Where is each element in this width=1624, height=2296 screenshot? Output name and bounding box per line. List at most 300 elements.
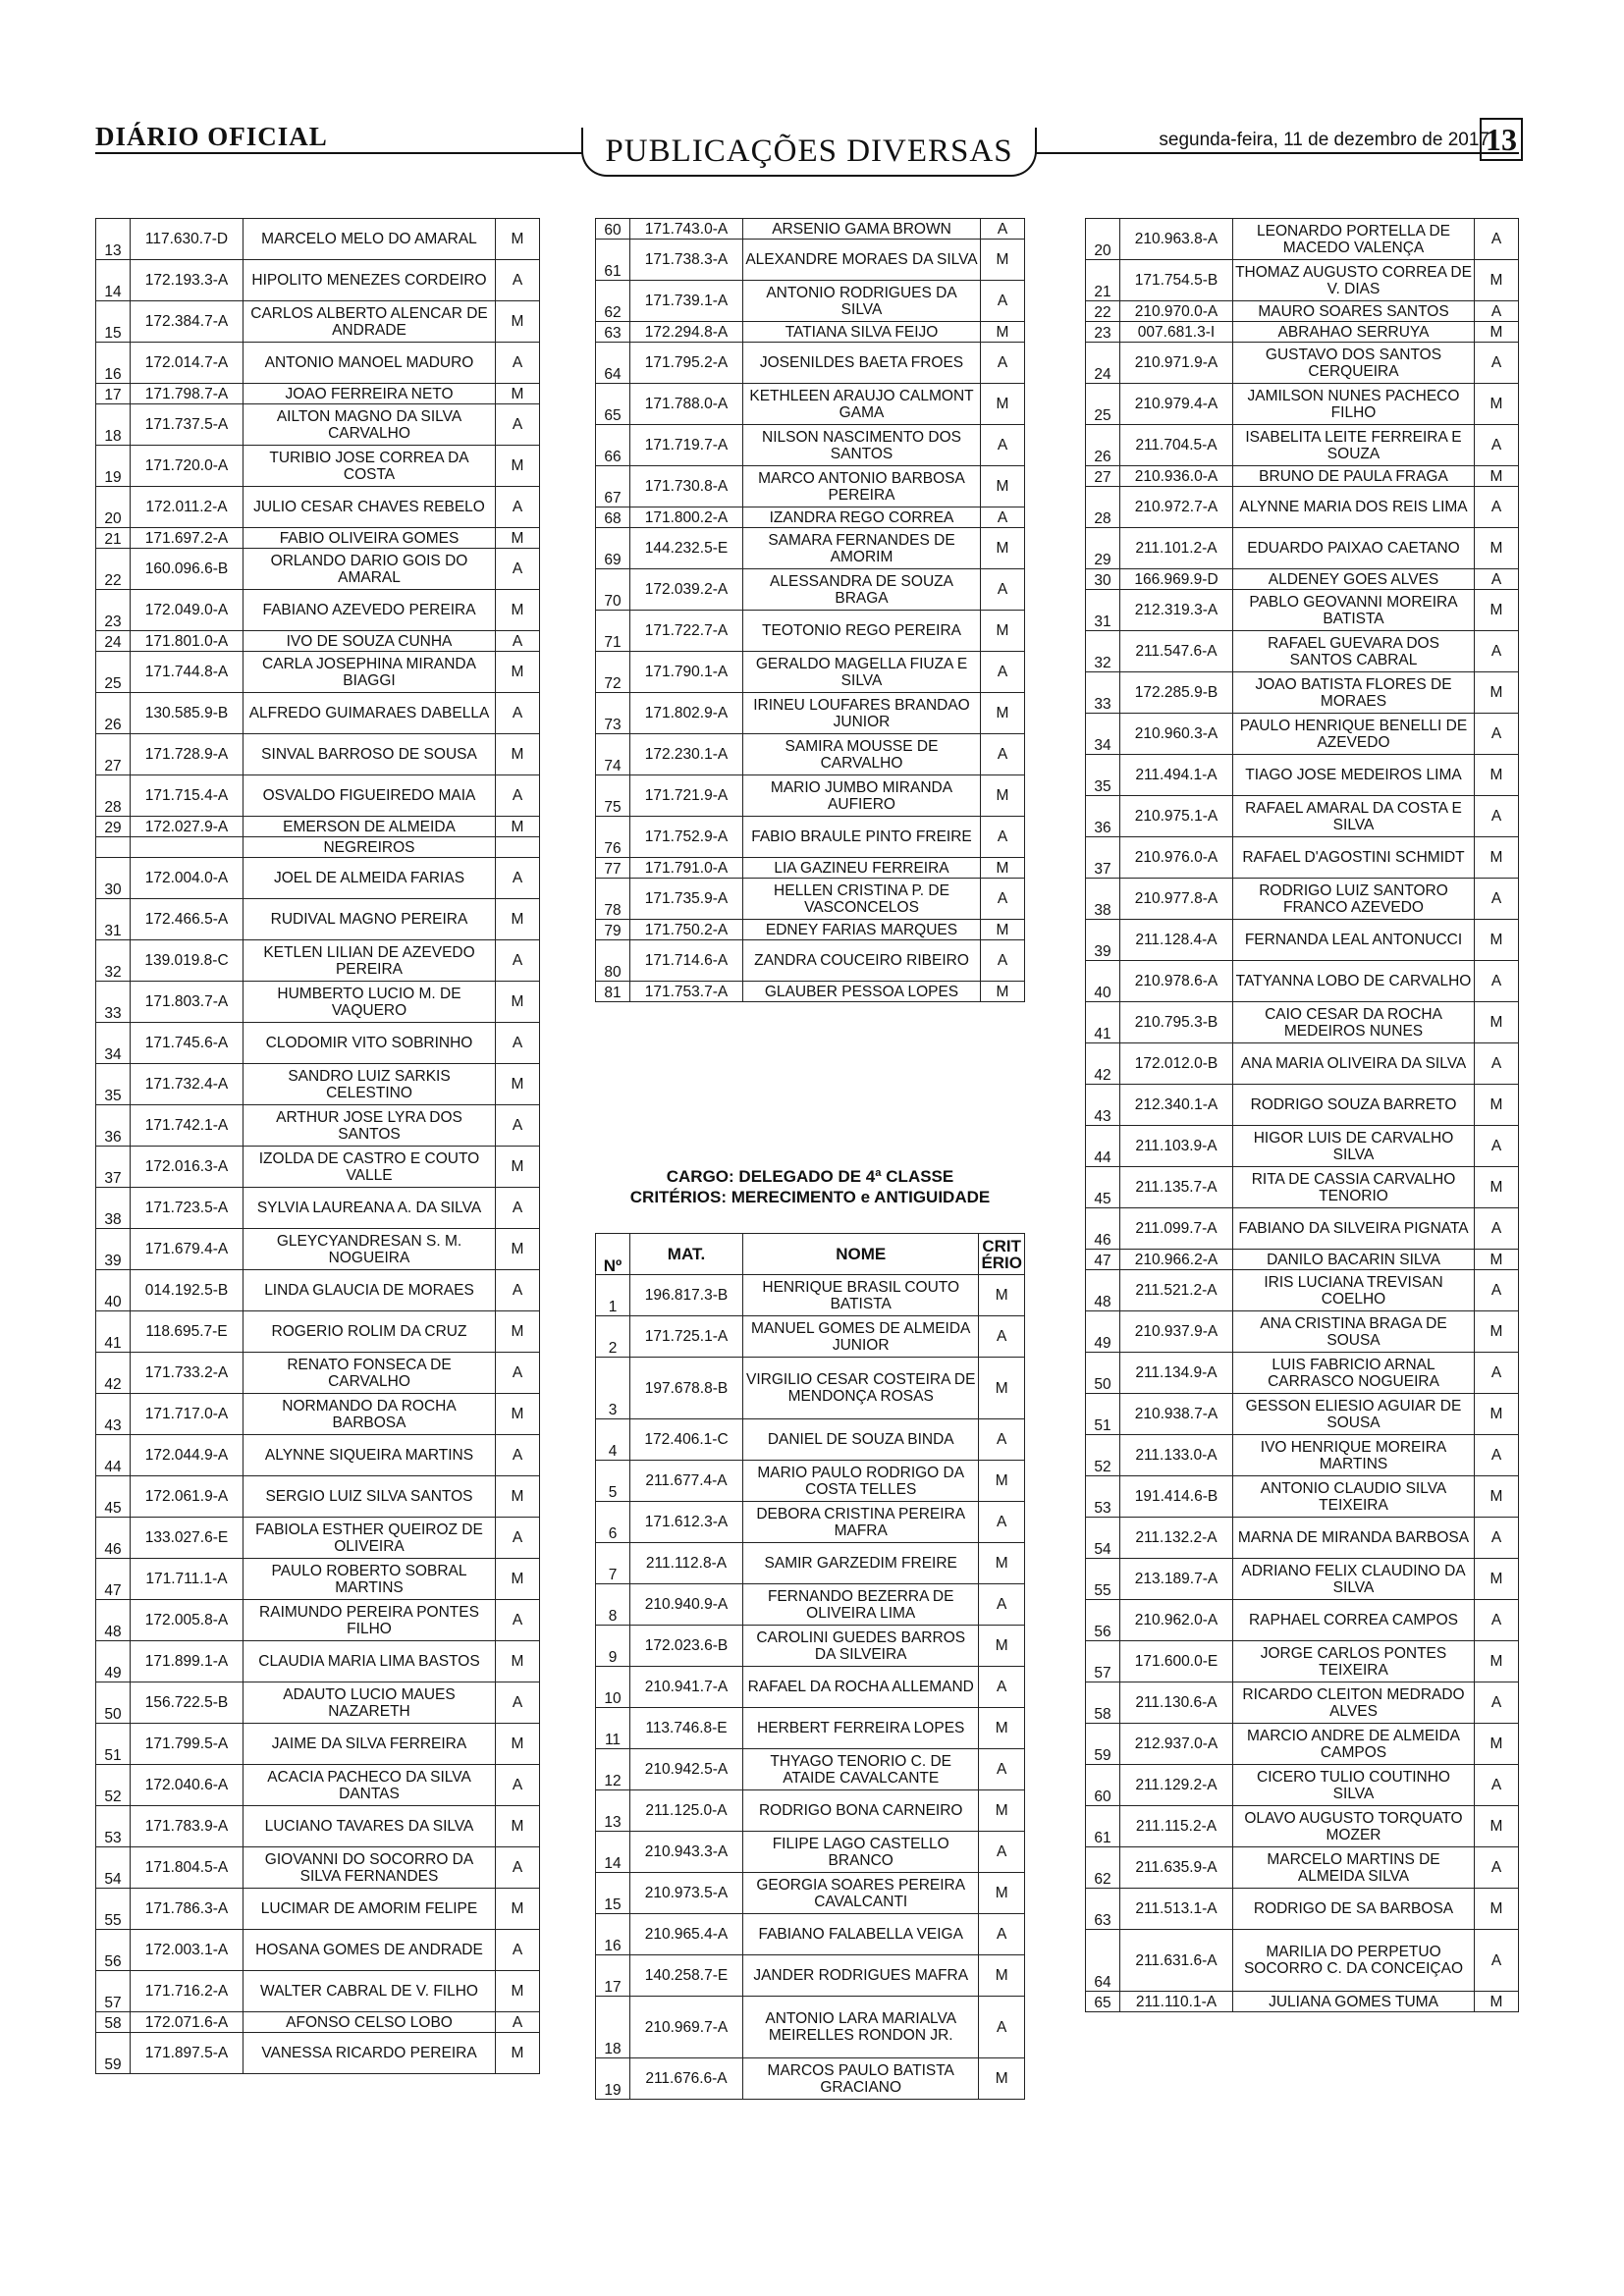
row-number: 21 — [96, 528, 131, 549]
row-number: 24 — [96, 631, 131, 652]
row-mat: 171.720.0-A — [131, 446, 244, 487]
table-row — [1086, 425, 1519, 466]
row-name: FABIANO FALABELLA VEIGA — [743, 1914, 979, 1955]
row-name: ALDENEY GOES ALVES — [1233, 569, 1475, 590]
row-criteria: M — [496, 899, 540, 940]
row-number: 57 — [1086, 1641, 1120, 1682]
row-number: 81 — [596, 982, 630, 1002]
row-mat: 211.513.1-A — [1120, 1889, 1233, 1930]
row-number: 53 — [1086, 1476, 1120, 1518]
row-mat: 211.635.9-A — [1120, 1847, 1233, 1889]
row-name: SINVAL BARROSO DE SOUSA — [244, 734, 496, 775]
row-name: NORMANDO DA ROCHA BARBOSA — [244, 1394, 496, 1435]
row-mat: 211.128.4-A — [1120, 920, 1233, 961]
table-row — [96, 590, 540, 631]
row-mat: 171.795.2-A — [630, 343, 743, 384]
row-mat: 166.969.9-D — [1120, 569, 1233, 590]
row-criteria: A — [496, 2012, 540, 2033]
table-row — [596, 1358, 1025, 1419]
row-name: DANILO BACARIN SILVA — [1233, 1250, 1475, 1270]
table-row — [596, 1708, 1025, 1749]
row-number: 67 — [596, 466, 630, 507]
row-number: 79 — [596, 920, 630, 940]
row-number: 14 — [596, 1832, 630, 1873]
table-row — [1086, 714, 1519, 755]
row-mat: 172.466.5-A — [131, 899, 244, 940]
row-criteria: A — [496, 858, 540, 899]
row-criteria: A — [1475, 1208, 1519, 1250]
table-row — [96, 899, 540, 940]
row-name: RAPHAEL CORREA CAMPOS — [1233, 1600, 1475, 1641]
row-name: ACACIA PACHECO DA SILVA DANTAS — [244, 1765, 496, 1806]
row-criteria: A — [496, 1188, 540, 1229]
delegado-table — [595, 1233, 1025, 2100]
row-mat: 140.258.7-E — [630, 1955, 743, 1997]
section-title: PUBLICAÇÕES DIVERSAS — [581, 128, 1037, 177]
row-criteria: A — [979, 1584, 1025, 1626]
row-mat: 213.189.7-A — [1120, 1559, 1233, 1600]
row-criteria: A — [1475, 1126, 1519, 1167]
row-name: IRIS LUCIANA TREVISAN COELHO — [1233, 1270, 1475, 1311]
row-number: 13 — [596, 1790, 630, 1832]
criteria-line: CRITÉRIOS: MERECIMENTO e ANTIGUIDADE — [629, 1188, 991, 1206]
row-criteria: A — [979, 1502, 1025, 1543]
row-number: 62 — [1086, 1847, 1120, 1889]
row-mat: 210.938.7-A — [1120, 1394, 1233, 1435]
row-criteria: M — [981, 693, 1025, 734]
row-criteria: M — [496, 1476, 540, 1518]
row-criteria: M — [1475, 1889, 1519, 1930]
table-row — [1086, 837, 1519, 879]
table-row — [1086, 672, 1519, 714]
row-mat: 210.960.3-A — [1120, 714, 1233, 755]
row-mat: 171.804.5-A — [131, 1847, 244, 1889]
row-number: 75 — [596, 775, 630, 817]
row-number: 41 — [96, 1311, 131, 1353]
row-criteria: A — [1475, 1930, 1519, 1992]
row-mat: 171.738.3-A — [630, 240, 743, 281]
row-criteria: A — [1475, 1043, 1519, 1085]
row-name: ALEXANDRE MORAES DA SILVA — [743, 240, 981, 281]
row-number: 36 — [96, 1105, 131, 1147]
row-name: JAIME DA SILVA FERREIRA — [244, 1724, 496, 1765]
row-name: RAFAEL D'AGOSTINI SCHMIDT — [1233, 837, 1475, 879]
table-row — [96, 1188, 540, 1229]
table-row — [596, 1461, 1025, 1502]
row-mat: 212.937.0-A — [1120, 1724, 1233, 1765]
row-number: 70 — [596, 569, 630, 611]
row-mat: 210.976.0-A — [1120, 837, 1233, 879]
table-row — [96, 384, 540, 404]
row-criteria: M — [496, 652, 540, 693]
header-criteria: CRIT ÉRIO — [979, 1234, 1025, 1275]
row-mat: 211.677.4-A — [630, 1461, 743, 1502]
row-criteria: M — [1475, 528, 1519, 569]
row-criteria: M — [981, 858, 1025, 879]
row-criteria: M — [981, 528, 1025, 569]
row-number: 18 — [596, 1997, 630, 2058]
table-row — [596, 1275, 1025, 1316]
row-criteria: A — [496, 260, 540, 301]
table-row — [96, 1889, 540, 1930]
row-mat: 210.979.4-A — [1120, 384, 1233, 425]
row-number: 3 — [596, 1358, 630, 1419]
row-criteria: M — [496, 446, 540, 487]
row-criteria: M — [1475, 384, 1519, 425]
row-number: 25 — [96, 652, 131, 693]
row-criteria: A — [496, 1930, 540, 1971]
row-mat: 172.027.9-A — [131, 817, 244, 837]
row-mat: 211.676.6-A — [630, 2058, 743, 2100]
row-mat: 210.977.8-A — [1120, 879, 1233, 920]
table-row — [1086, 920, 1519, 961]
row-name: GEORGIA SOARES PEREIRA CAVALCANTI — [743, 1873, 979, 1914]
row-name: ANTONIO MANOEL MADURO — [244, 343, 496, 384]
row-criteria: M — [1475, 1394, 1519, 1435]
row-number: 73 — [596, 693, 630, 734]
table-row — [1086, 796, 1519, 837]
table-row — [596, 569, 1025, 611]
table-row — [1086, 1847, 1519, 1889]
table-row — [1086, 1002, 1519, 1043]
row-number: 33 — [96, 982, 131, 1023]
row-number: 60 — [1086, 1765, 1120, 1806]
row-mat: 197.678.8-B — [630, 1358, 743, 1419]
table-row — [96, 2012, 540, 2033]
row-mat: 210.937.9-A — [1120, 1311, 1233, 1353]
table-row — [96, 2033, 540, 2074]
row-mat: 172.044.9-A — [131, 1435, 244, 1476]
row-mat: 171.798.7-A — [131, 384, 244, 404]
table-row — [1086, 1518, 1519, 1559]
row-name: RAFAEL DA ROCHA ALLEMAND — [743, 1667, 979, 1708]
row-criteria: A — [496, 343, 540, 384]
row-criteria: A — [1475, 1435, 1519, 1476]
row-name: HELLEN CRISTINA P. DE VASCONCELOS — [743, 879, 981, 920]
table-row — [96, 343, 540, 384]
row-criteria: M — [1475, 1311, 1519, 1353]
row-number: 34 — [96, 1023, 131, 1064]
table-row — [596, 1584, 1025, 1626]
row-number: 18 — [96, 404, 131, 446]
row-number: 55 — [1086, 1559, 1120, 1600]
row-criteria: M — [981, 384, 1025, 425]
row-criteria: A — [981, 940, 1025, 982]
row-name: ALYNNE MARIA DOS REIS LIMA — [1233, 487, 1475, 528]
row-number: 20 — [96, 487, 131, 528]
row-mat: 171.735.9-A — [630, 879, 743, 920]
row-number: 64 — [1086, 1930, 1120, 1992]
row-name: ADRIANO FELIX CLAUDINO DA SILVA — [1233, 1559, 1475, 1600]
row-name: IRINEU LOUFARES BRANDAO JUNIOR — [743, 693, 981, 734]
table-row — [1086, 1250, 1519, 1270]
table-row — [96, 1930, 540, 1971]
row-mat: 171.752.9-A — [630, 817, 743, 858]
row-mat: 172.005.8-A — [131, 1600, 244, 1641]
table-row — [1086, 1167, 1519, 1208]
row-criteria: M — [979, 1461, 1025, 1502]
row-name: SERGIO LUIZ SILVA SANTOS — [244, 1476, 496, 1518]
row-criteria: A — [496, 549, 540, 590]
row-criteria: A — [979, 1749, 1025, 1790]
row-name: MARIO JUMBO MIRANDA AUFIERO — [743, 775, 981, 817]
row-name: ORLANDO DARIO GOIS DO AMARAL — [244, 549, 496, 590]
row-mat: 172.049.0-A — [131, 590, 244, 631]
row-number: 13 — [96, 219, 131, 260]
row-name: ANA MARIA OLIVEIRA DA SILVA — [1233, 1043, 1475, 1085]
row-name: MARNA DE MIRANDA BARBOSA — [1233, 1518, 1475, 1559]
table-row — [96, 1641, 540, 1682]
row-criteria: M — [1475, 1806, 1519, 1847]
row-mat: 211.521.2-A — [1120, 1270, 1233, 1311]
table-row — [596, 1502, 1025, 1543]
table-row — [96, 1023, 540, 1064]
row-criteria: M — [979, 1708, 1025, 1749]
table-row — [596, 384, 1025, 425]
row-mat: 172.004.0-A — [131, 858, 244, 899]
table-row — [596, 240, 1025, 281]
table-row — [1086, 569, 1519, 590]
row-number: 37 — [96, 1147, 131, 1188]
table-row — [96, 858, 540, 899]
row-name: DANIEL DE SOUZA BINDA — [743, 1419, 979, 1461]
row-criteria: A — [979, 1667, 1025, 1708]
row-name: ALESSANDRA DE SOUZA BRAGA — [743, 569, 981, 611]
table-row — [596, 1914, 1025, 1955]
row-name: RAFAEL GUEVARA DOS SANTOS CABRAL — [1233, 631, 1475, 672]
table-row — [96, 1600, 540, 1641]
row-name: SANDRO LUIZ SARKIS CELESTINO — [244, 1064, 496, 1105]
row-mat: 171.723.5-A — [131, 1188, 244, 1229]
row-criteria: A — [1475, 1353, 1519, 1394]
table-row — [1086, 1270, 1519, 1311]
row-name: LEONARDO PORTELLA DE MACEDO VALENÇA — [1233, 219, 1475, 260]
row-criteria: A — [1475, 1765, 1519, 1806]
row-number: 52 — [1086, 1435, 1120, 1476]
row-name: RODRIGO DE SA BARBOSA — [1233, 1889, 1475, 1930]
row-mat: 172.384.7-A — [131, 301, 244, 343]
row-number: 29 — [96, 817, 131, 837]
row-criteria: M — [496, 734, 540, 775]
table-row — [96, 693, 540, 734]
row-criteria: M — [1475, 920, 1519, 961]
row-mat: 196.817.3-B — [630, 1275, 743, 1316]
row-mat: 139.019.8-C — [131, 940, 244, 982]
row-number: 33 — [1086, 672, 1120, 714]
table-row — [596, 734, 1025, 775]
row-number: 32 — [96, 940, 131, 982]
row-criteria: A — [981, 343, 1025, 384]
row-criteria: A — [979, 1997, 1025, 2058]
row-criteria: A — [496, 631, 540, 652]
table-row — [96, 1518, 540, 1559]
row-criteria: A — [496, 1435, 540, 1476]
row-number: 43 — [1086, 1085, 1120, 1126]
row-criteria: A — [979, 1832, 1025, 1873]
row-mat: 171.717.0-A — [131, 1394, 244, 1435]
row-name: GESSON ELIESIO AGUIAR DE SOUSA — [1233, 1394, 1475, 1435]
row-number: 61 — [1086, 1806, 1120, 1847]
table-row — [1086, 1559, 1519, 1600]
row-mat: 171.728.9-A — [131, 734, 244, 775]
row-name: LUIS FABRICIO ARNAL CARRASCO NOGUEIRA — [1233, 1353, 1475, 1394]
row-number: 58 — [96, 2012, 131, 2033]
row-number: 46 — [96, 1518, 131, 1559]
row-name: ARSENIO GAMA BROWN — [743, 219, 981, 240]
row-mat: 171.899.1-A — [131, 1641, 244, 1682]
row-number: 21 — [1086, 260, 1120, 301]
row-name: TATYANNA LOBO DE CARVALHO — [1233, 961, 1475, 1002]
row-mat: 211.125.0-A — [630, 1790, 743, 1832]
row-name: MARCO ANTONIO BARBOSA PEREIRA — [743, 466, 981, 507]
table-row — [1086, 487, 1519, 528]
row-name: JANDER RODRIGUES MAFRA — [743, 1955, 979, 1997]
row-mat: 160.096.6-B — [131, 549, 244, 590]
row-name: THYAGO TENORIO C. DE ATAIDE CAVALCANTE — [743, 1749, 979, 1790]
row-name: MARCIO ANDRE DE ALMEIDA CAMPOS — [1233, 1724, 1475, 1765]
row-mat: 210.970.0-A — [1120, 301, 1233, 322]
row-mat: 133.027.6-E — [131, 1518, 244, 1559]
row-criteria: M — [979, 1873, 1025, 1914]
row-mat: 171.750.2-A — [630, 920, 743, 940]
row-mat: 171.612.3-A — [630, 1502, 743, 1543]
row-criteria: M — [1475, 837, 1519, 879]
table-row — [1086, 384, 1519, 425]
row-number: 5 — [596, 1461, 630, 1502]
table-row — [96, 1229, 540, 1270]
table-row — [596, 343, 1025, 384]
row-name: SAMIRA MOUSSE DE CARVALHO — [743, 734, 981, 775]
row-number: 29 — [1086, 528, 1120, 569]
table-row — [1086, 466, 1519, 487]
row-name: MAURO SOARES SANTOS — [1233, 301, 1475, 322]
row-number: 6 — [596, 1502, 630, 1543]
row-number: 55 — [96, 1889, 131, 1930]
table-row — [596, 982, 1025, 1002]
table-row — [1086, 1353, 1519, 1394]
row-number: 17 — [96, 384, 131, 404]
row-number: 31 — [96, 899, 131, 940]
row-mat: 171.754.5-B — [1120, 260, 1233, 301]
table-row — [596, 507, 1025, 528]
row-criteria: M — [979, 2058, 1025, 2100]
row-mat: 210.795.3-B — [1120, 1002, 1233, 1043]
row-number: 31 — [1086, 590, 1120, 631]
row-name: IVO HENRIQUE MOREIRA MARTINS — [1233, 1435, 1475, 1476]
row-mat: 171.802.9-A — [630, 693, 743, 734]
table-row — [596, 1626, 1025, 1667]
row-mat: 211.547.6-A — [1120, 631, 1233, 672]
row-number: 80 — [596, 940, 630, 982]
row-criteria: A — [1475, 631, 1519, 672]
row-name: CARLA JOSEPHINA MIRANDA BIAGGI — [244, 652, 496, 693]
header-number: Nº — [596, 1234, 630, 1275]
row-criteria: M — [1475, 260, 1519, 301]
row-criteria: M — [1475, 1085, 1519, 1126]
row-mat: 172.040.6-A — [131, 1765, 244, 1806]
row-mat: 014.192.5-B — [131, 1270, 244, 1311]
table-row — [96, 446, 540, 487]
table-row — [596, 652, 1025, 693]
row-name: OSVALDO FIGUEIREDO MAIA — [244, 775, 496, 817]
row-name: AFONSO CELSO LOBO — [244, 2012, 496, 2033]
cargo-heading — [595, 1166, 1025, 1207]
row-mat: 172.285.9-B — [1120, 672, 1233, 714]
table-row — [596, 425, 1025, 466]
row-mat: 172.003.1-A — [131, 1930, 244, 1971]
row-mat: 172.014.7-A — [131, 343, 244, 384]
row-criteria: A — [979, 1419, 1025, 1461]
row-mat: 171.803.7-A — [131, 982, 244, 1023]
row-name: FABIO OLIVEIRA GOMES — [244, 528, 496, 549]
table-row — [96, 1682, 540, 1724]
table-row — [1086, 1126, 1519, 1167]
table-row — [1086, 1476, 1519, 1518]
newspaper-title: DIÁRIO OFICIAL — [95, 122, 328, 151]
row-name: MANUEL GOMES DE ALMEIDA JUNIOR — [743, 1316, 979, 1358]
table-row — [596, 1955, 1025, 1997]
row-number: 48 — [96, 1600, 131, 1641]
row-mat: 210.966.2-A — [1120, 1250, 1233, 1270]
row-criteria: M — [496, 2033, 540, 2074]
row-name: JOSENILDES BAETA FROES — [743, 343, 981, 384]
row-number: 54 — [1086, 1518, 1120, 1559]
row-number: 64 — [596, 343, 630, 384]
table-row — [96, 219, 540, 260]
row-name: RAFAEL AMARAL DA COSTA E SILVA — [1233, 796, 1475, 837]
row-mat: 171.725.1-A — [630, 1316, 743, 1358]
row-number: 74 — [596, 734, 630, 775]
row-criteria: M — [496, 1971, 540, 2012]
row-number: 45 — [96, 1476, 131, 1518]
row-criteria: M — [496, 384, 540, 404]
row-criteria: M — [496, 1724, 540, 1765]
row-name: LIA GAZINEU FERREIRA — [743, 858, 981, 879]
row-name: GUSTAVO DOS SANTOS CERQUEIRA — [1233, 343, 1475, 384]
row-number: 51 — [1086, 1394, 1120, 1435]
row-criteria: A — [496, 1518, 540, 1559]
row-name: IZANDRA REGO CORREA — [743, 507, 981, 528]
table-row — [96, 1559, 540, 1600]
table-row — [96, 487, 540, 528]
row-criteria: M — [496, 817, 540, 837]
row-mat: 172.016.3-A — [131, 1147, 244, 1188]
row-number: 12 — [596, 1749, 630, 1790]
row-number: 68 — [596, 507, 630, 528]
row-mat: 172.061.9-A — [131, 1476, 244, 1518]
row-number: 63 — [596, 322, 630, 343]
row-criteria: M — [1475, 1992, 1519, 2012]
row-criteria: A — [981, 817, 1025, 858]
row-number: 27 — [96, 734, 131, 775]
row-mat: 171.721.9-A — [630, 775, 743, 817]
table-row — [96, 631, 540, 652]
row-criteria: M — [496, 1394, 540, 1435]
row-name: ANTONIO LARA MARIALVA MEIRELLES RONDON JR. — [743, 1997, 979, 2058]
table-row — [96, 1311, 540, 1353]
row-criteria: A — [1475, 1847, 1519, 1889]
row-mat: 171.730.8-A — [630, 466, 743, 507]
table-row — [96, 1147, 540, 1188]
row-number: 40 — [96, 1270, 131, 1311]
row-mat: 171.737.5-A — [131, 404, 244, 446]
row-name: ANTONIO CLAUDIO SILVA TEIXEIRA — [1233, 1476, 1475, 1518]
row-number: 59 — [96, 2033, 131, 2074]
row-mat: 210.940.9-A — [630, 1584, 743, 1626]
table-row — [1086, 301, 1519, 322]
row-criteria: A — [981, 425, 1025, 466]
table-row — [96, 652, 540, 693]
